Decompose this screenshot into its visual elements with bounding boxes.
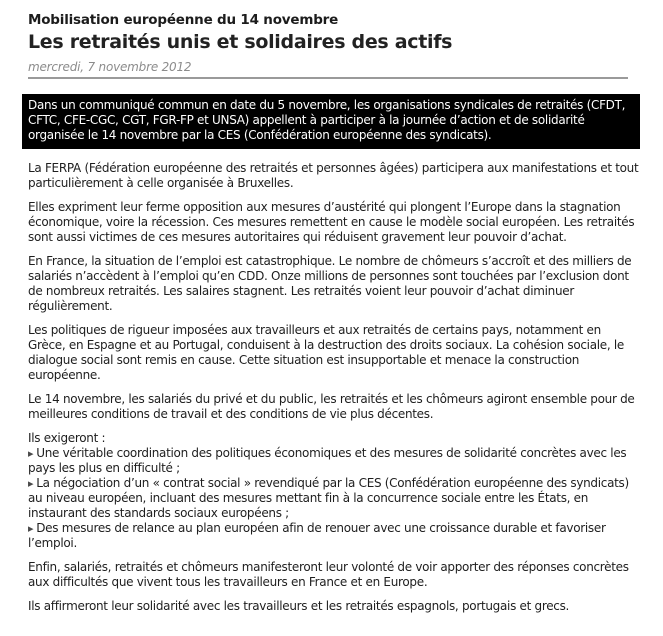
paragraph-ferpa: La FERPA (Fédération européenne des retraités et personnes âgées) participera aux manifestations et tout particulièrement à celle organisée à Bruxelles. [28, 161, 639, 190]
page-title: Les retraités unis et solidaires des actifs [28, 31, 453, 53]
demand-item-text: La négociation d’un « contrat social » revendiqué par la CES (Confédération européenne des syndicats) au niveau européen, incluant des mesures mettant fin à la concurrence sociale entre les États, en instaurant des standards sociaux européens ; [28, 476, 629, 520]
demand-item-text: Des mesures de relance au plan européen afin de renouer avec une croissance durable et favoriser l’emploi. [28, 521, 606, 550]
paragraph-opposition: Elles expriment leur ferme opposition aux mesures d’austérité qui plongent l’Europe dans la stagnation économique, voire la récession. Ces mesures remettent en cause le modèle social européen. Les retraités sont aussi victimes de ces mesures autoritaires qui réduisent gravement leur pouvoir d’achat. [28, 200, 635, 244]
paragraph-enfin: Enfin, salariés, retraités et chômeurs manifesteront leur volonté de voir apporter des réponses concrètes aux difficultés que vivent tous les travailleurs en France et en Europe. [28, 560, 629, 589]
header-divider [28, 77, 628, 79]
demand-item [28, 446, 640, 476]
kicker: Mobilisation européenne du 14 novembre [28, 12, 339, 28]
demand-item-text: Une véritable coordination des politiques économiques et des mesures de solidarité concrètes avec les pays les plus en difficulté ; [28, 446, 627, 475]
paragraph-solidarite: Ils affirmeront leur solidarité avec les travailleurs et les retraités espagnols, portugais et grecs. [28, 599, 570, 613]
demands-intro: Ils exigeront : [28, 431, 106, 445]
paragraph-14-novembre: Le 14 novembre, les salariés du privé et du public, les retraités et les chômeurs agiront ensemble pour de meilleures conditions de travail et des conditions de vie plus décentes. [28, 392, 635, 421]
demand-item [28, 521, 640, 551]
paragraph-rigueur: Les politiques de rigueur imposées aux travailleurs et aux retraités de certains pays, notamment en Grèce, en Espagne et au Portugal, conduisent à la destruction des droits sociaux. La cohésion sociale, le dialogue social sont remis en cause. Cette situation est insupportable et menace la construction européenne. [28, 323, 625, 382]
triangle-bullet-icon: ▸ [28, 477, 34, 490]
date-line: mercredi, 7 novembre 2012 [28, 60, 192, 74]
lead-summary-box: Dans un communiqué commun en date du 5 novembre, les organisations syndicales de retraités (CFDT, CFTC, CFE-CGC, CGT, FGR-FP et UNSA) appellent à participer à la journée d’action et de solidarité organisée le 14 novembre par la CES (Confédération européenne des syndicats). [22, 94, 640, 149]
article-body [28, 161, 640, 614]
demand-item [28, 476, 640, 521]
demands-section [28, 431, 640, 551]
triangle-bullet-icon: ▸ [28, 447, 34, 460]
paragraph-france: En France, la situation de l’emploi est catastrophique. Le nombre de chômeurs s’accroît et des milliers de salariés n’accèdent à l’emploi qu’en CDD. Onze millions de personnes sont touchées par l’exclusion dont de nombreux retraités. Les salaires stagnent. Les retraités voient leur pouvoir d’achat diminuer régulièrement. [28, 254, 632, 313]
triangle-bullet-icon: ▸ [28, 522, 34, 535]
